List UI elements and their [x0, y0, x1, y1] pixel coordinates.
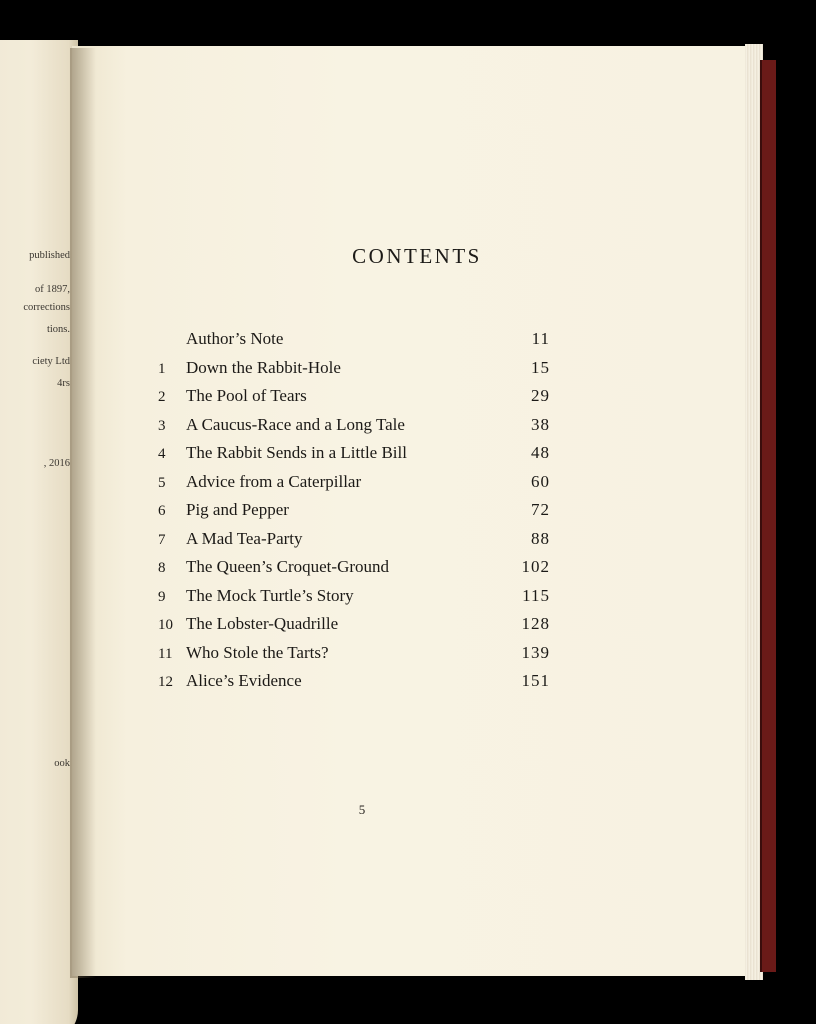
- chapter-number: 1: [158, 360, 166, 377]
- chapter-title: Author’s Note: [186, 329, 284, 348]
- toc-entry: [72, 557, 762, 585]
- chapter-number: 10: [158, 617, 173, 633]
- chapter-title: Down the Rabbit-Hole: [186, 357, 341, 377]
- page-number: 29: [531, 386, 550, 405]
- toc-entry: [72, 500, 762, 528]
- chapter-number: 9: [158, 588, 166, 605]
- page-number: 151: [521, 671, 550, 690]
- left-page-fragment: tions.: [46, 324, 70, 335]
- page-number: 102: [521, 557, 550, 576]
- chapter-title: Advice from a Caterpillar: [186, 471, 362, 491]
- toc-entry: [72, 329, 762, 357]
- page-number: 11: [531, 329, 550, 348]
- chapter-title: The Pool of Tears: [186, 386, 307, 405]
- chapter-number: 7: [158, 531, 166, 548]
- chapter-title: The Queen’s Croquet-Ground: [186, 557, 390, 576]
- chapter-number: 3: [158, 417, 166, 434]
- chapter-number: 12: [158, 674, 173, 690]
- toc-entry: [72, 472, 762, 500]
- toc-entry: [72, 529, 762, 557]
- chapter-title: Alice’s Evidence: [186, 671, 302, 690]
- chapter-number: 5: [158, 474, 166, 491]
- page-number: 88: [531, 528, 550, 548]
- toc-entry: [72, 386, 762, 414]
- page-number: 72: [531, 500, 550, 519]
- cover-board: [760, 60, 776, 972]
- contents-heading: CONTENTS: [352, 244, 482, 268]
- toc-entry: [72, 643, 762, 671]
- toc-entry: [72, 415, 762, 443]
- left-page: [0, 40, 78, 1024]
- left-page-fragment: of 1897,: [35, 284, 70, 295]
- page-number: 139: [521, 642, 550, 662]
- chapter-title: A Mad Tea-Party: [186, 528, 303, 548]
- left-page-fragment: ook: [54, 758, 70, 769]
- toc-entry: [72, 614, 762, 642]
- toc-entry: [72, 671, 762, 699]
- left-page-fragment: corrections: [23, 302, 70, 313]
- toc-entry: [72, 358, 762, 386]
- page-number: 38: [531, 414, 550, 434]
- left-page-fragment: published: [29, 250, 70, 261]
- spine-shadow: [70, 48, 96, 978]
- chapter-number: 4: [158, 446, 166, 462]
- toc-entry: [72, 586, 762, 614]
- chapter-title: The Lobster-Quadrille: [186, 614, 339, 633]
- chapter-number: 2: [158, 389, 166, 405]
- chapter-number: 6: [158, 503, 166, 519]
- chapter-title: Who Stole the Tarts?: [186, 642, 329, 662]
- page-number: 60: [531, 471, 550, 491]
- page-folio: 5: [358, 802, 366, 817]
- left-page-fragment: , 2016: [43, 458, 70, 469]
- chapter-number: 8: [158, 560, 166, 576]
- page-number: 48: [531, 443, 550, 462]
- page-number: 115: [522, 585, 550, 605]
- left-page-fragment: 4rs: [57, 378, 70, 389]
- contents-page: [72, 46, 762, 976]
- page-number: 15: [531, 357, 550, 377]
- chapter-title: The Rabbit Sends in a Little Bill: [186, 443, 407, 462]
- chapter-title: The Mock Turtle’s Story: [186, 585, 354, 605]
- left-page-fragment: ciety Ltd: [32, 356, 70, 367]
- chapter-title: A Caucus-Race and a Long Tale: [186, 414, 405, 434]
- toc-entry: [72, 443, 762, 471]
- page-number: 128: [521, 614, 550, 633]
- chapter-title: Pig and Pepper: [186, 500, 289, 519]
- chapter-number: 11: [158, 645, 173, 662]
